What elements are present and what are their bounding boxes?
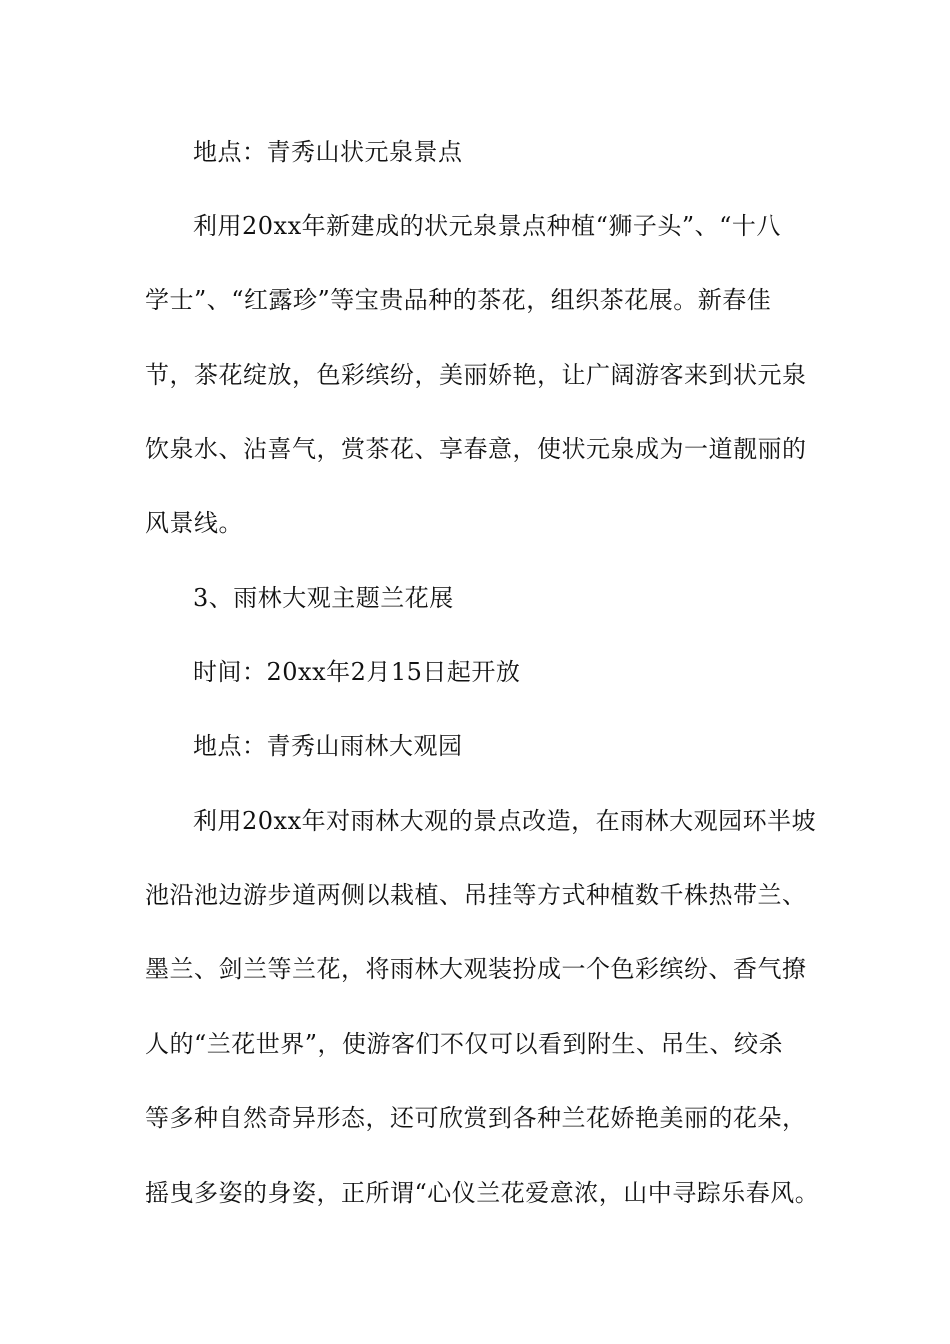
paragraph-line: 饮泉水、沾喜气，赏茶花、享春意，使状元泉成为一道靓丽的 <box>145 435 807 463</box>
paragraph-line: 等多种自然奇异形态，还可欣赏到各种兰花娇艳美丽的花朵， <box>145 1104 807 1132</box>
paragraph-line: 学士”、“红露珍”等宝贵品种的茶花，组织茶花展。新春佳 <box>145 286 772 314</box>
paragraph-line: 风景线。 <box>145 509 243 537</box>
paragraph-line: 墨兰、剑兰等兰花，将雨林大观装扮成一个色彩缤纷、香气撩 <box>145 955 807 983</box>
location-line: 地点：青秀山雨林大观园 <box>193 732 463 760</box>
paragraph-line: 利用20xx年新建成的状元泉景点种植“狮子头”、“十八 <box>193 212 781 240</box>
time-line: 时间：20xx年2月15日起开放 <box>193 658 521 686</box>
paragraph-line: 节，茶花绽放，色彩缤纷，美丽娇艳，让广阔游客来到状元泉 <box>145 361 807 389</box>
paragraph-line: 利用20xx年对雨林大观的景点改造，在雨林大观园环半坡 <box>193 807 817 835</box>
paragraph-line: 池沿池边游步道两侧以栽植、吊挂等方式种植数千株热带兰、 <box>145 881 807 909</box>
paragraph-line: 人的“兰花世界”，使游客们不仅可以看到附生、吊生、绞杀 <box>145 1030 784 1058</box>
section-heading: 3、雨林大观主题兰花展 <box>193 584 454 612</box>
paragraph-line: 摇曳多姿的身姿，正所谓“心仪兰花爱意浓，山中寻踪乐春风。 <box>145 1179 820 1207</box>
location-line: 地点：青秀山状元泉景点 <box>193 138 463 166</box>
